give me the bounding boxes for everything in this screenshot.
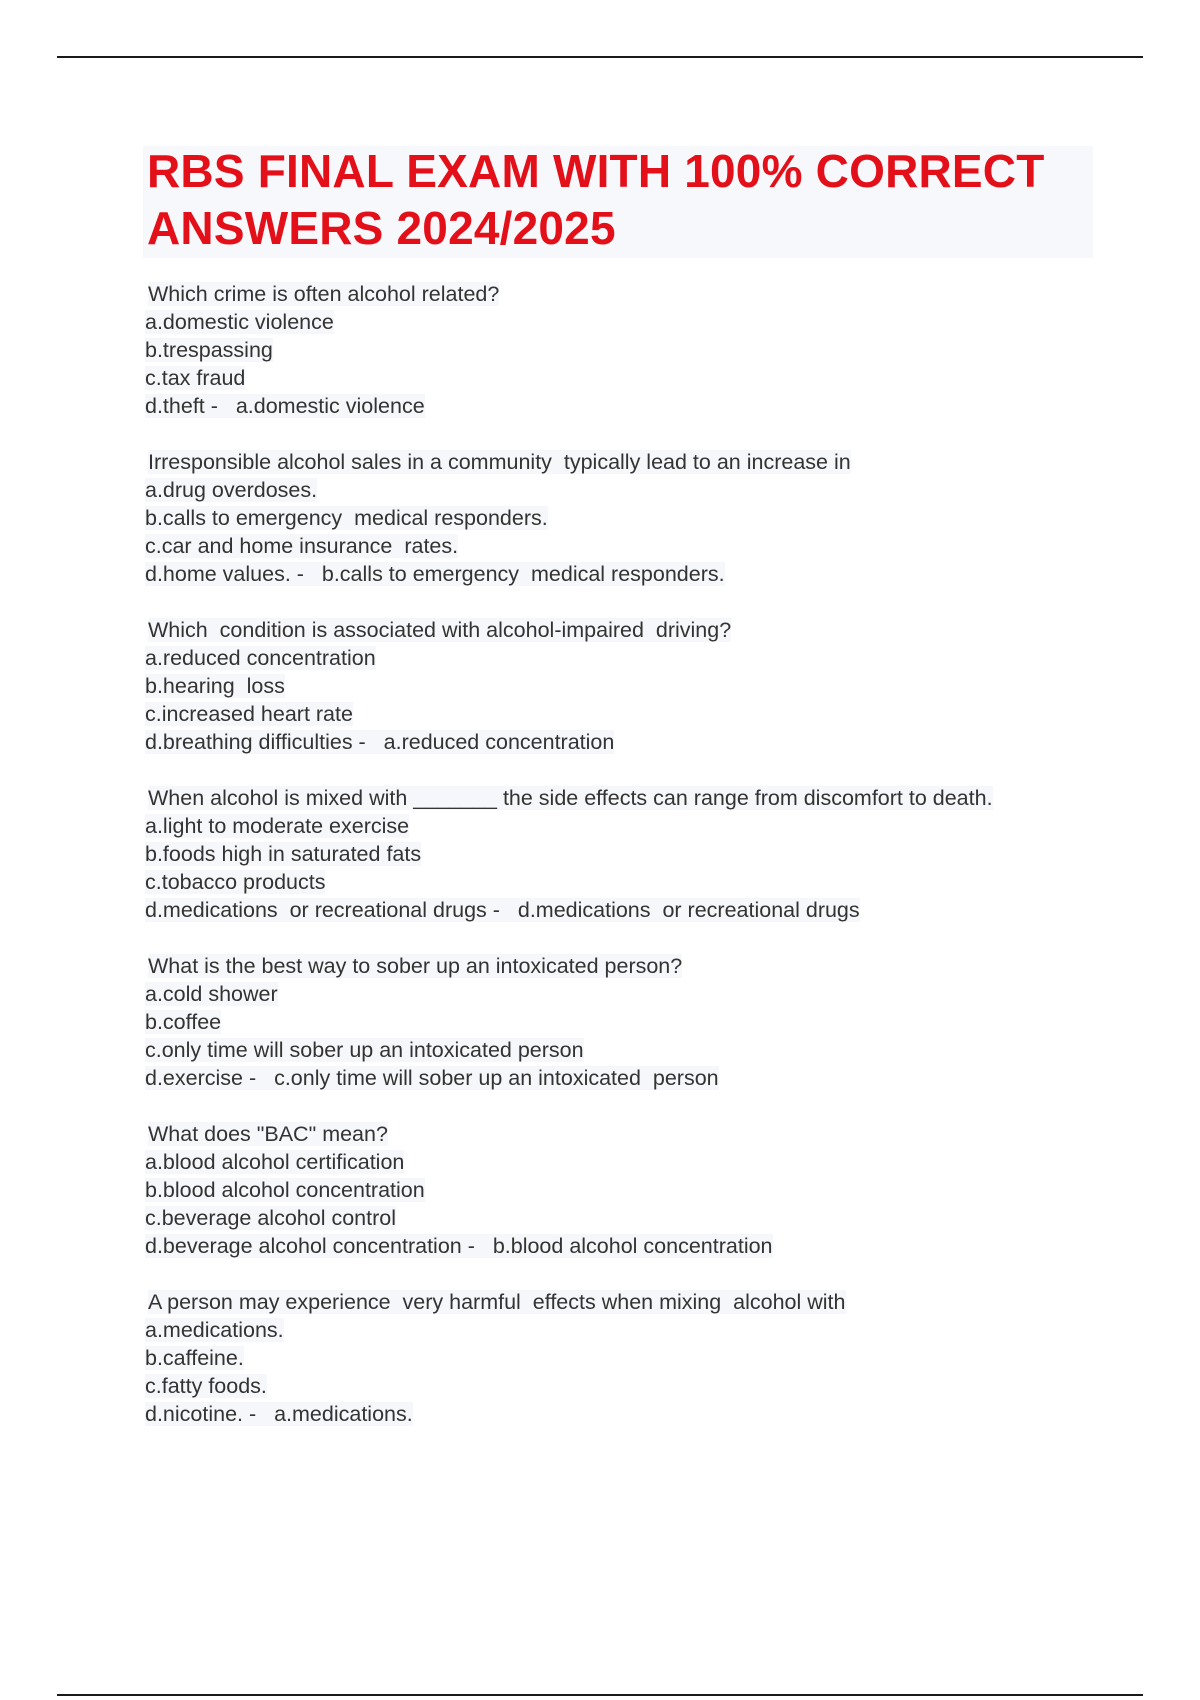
- question-block: [145, 280, 1145, 420]
- question-text: A person may experience very harmful effects when mixing alcohol with: [148, 1290, 846, 1314]
- option-b: b.trespassing: [145, 338, 273, 362]
- answer-text: a.domestic violence: [235, 394, 425, 418]
- answer-text: a.medications.: [274, 1402, 413, 1426]
- question-text: Irresponsible alcohol sales in a community typically lead to an increase in: [148, 450, 851, 474]
- document-title: RBS FINAL EXAM WITH 100% CORRECT ANSWERS 2024/2025: [147, 145, 1045, 254]
- option-a: a.domestic violence: [145, 310, 334, 334]
- option-b: b.blood alcohol concentration: [145, 1178, 425, 1202]
- option-a: a.blood alcohol certification: [145, 1150, 405, 1174]
- question-block: [145, 1288, 1145, 1428]
- option-c: c.fatty foods.: [145, 1374, 267, 1398]
- answer-separator: -: [243, 1402, 275, 1426]
- answer-separator: -: [486, 898, 518, 922]
- option-c: c.only time will sober up an intoxicated person: [145, 1038, 584, 1062]
- option-c: c.tax fraud: [145, 366, 246, 390]
- question-block: [145, 784, 1145, 924]
- answer-separator: -: [204, 394, 236, 418]
- question-block: [145, 448, 1145, 588]
- option-b: b.coffee: [145, 1010, 222, 1034]
- answer-text: c.only time will sober up an intoxicated person: [274, 1066, 719, 1090]
- question-block: [145, 1120, 1145, 1260]
- option-b: b.calls to emergency medical responders.: [145, 506, 548, 530]
- option-c: c.tobacco products: [145, 870, 326, 894]
- option-c: c.beverage alcohol control: [145, 1206, 396, 1230]
- question-list: [145, 280, 1145, 1428]
- option-a: a.cold shower: [145, 982, 278, 1006]
- option-d: d.exercise: [145, 1066, 243, 1090]
- answer-text: d.medications or recreational drugs: [517, 898, 860, 922]
- option-a: a.reduced concentration: [145, 646, 376, 670]
- question-text: What is the best way to sober up an intoxicated person?: [148, 954, 683, 978]
- option-b: b.hearing loss: [145, 674, 285, 698]
- option-d: d.breathing difficulties: [145, 730, 353, 754]
- answer-text: b.blood alcohol concentration: [492, 1234, 773, 1258]
- option-d: d.nicotine.: [145, 1402, 244, 1426]
- option-d: d.home values.: [145, 562, 291, 586]
- option-a: a.light to moderate exercise: [145, 814, 410, 838]
- option-d: d.beverage alcohol concentration: [145, 1234, 462, 1258]
- option-c: c.increased heart rate: [145, 702, 353, 726]
- option-a: a.medications.: [145, 1318, 284, 1342]
- top-rule: [57, 56, 1143, 58]
- option-b: b.foods high in saturated fats: [145, 842, 422, 866]
- question-block: [145, 616, 1145, 756]
- answer-separator: -: [352, 730, 384, 754]
- question-text: When alcohol is mixed with _______ the side effects can range from discomfort to death.: [148, 786, 993, 810]
- option-b: b.caffeine.: [145, 1346, 244, 1370]
- answer-separator: -: [290, 562, 322, 586]
- question-text: Which crime is often alcohol related?: [148, 282, 500, 306]
- bottom-rule: [57, 1694, 1143, 1696]
- question-text: Which condition is associated with alcohol-impaired driving?: [148, 618, 732, 642]
- answer-text: a.reduced concentration: [383, 730, 615, 754]
- question-text: What does "BAC" mean?: [148, 1122, 388, 1146]
- question-block: [145, 952, 1145, 1092]
- answer-separator: -: [243, 1066, 275, 1090]
- answer-text: b.calls to emergency medical responders.: [321, 562, 725, 586]
- option-d: d.medications or recreational drugs: [145, 898, 487, 922]
- option-c: c.car and home insurance rates.: [145, 534, 459, 558]
- answer-separator: -: [461, 1234, 493, 1258]
- option-a: a.drug overdoses.: [145, 478, 318, 502]
- option-d: d.theft: [145, 394, 205, 418]
